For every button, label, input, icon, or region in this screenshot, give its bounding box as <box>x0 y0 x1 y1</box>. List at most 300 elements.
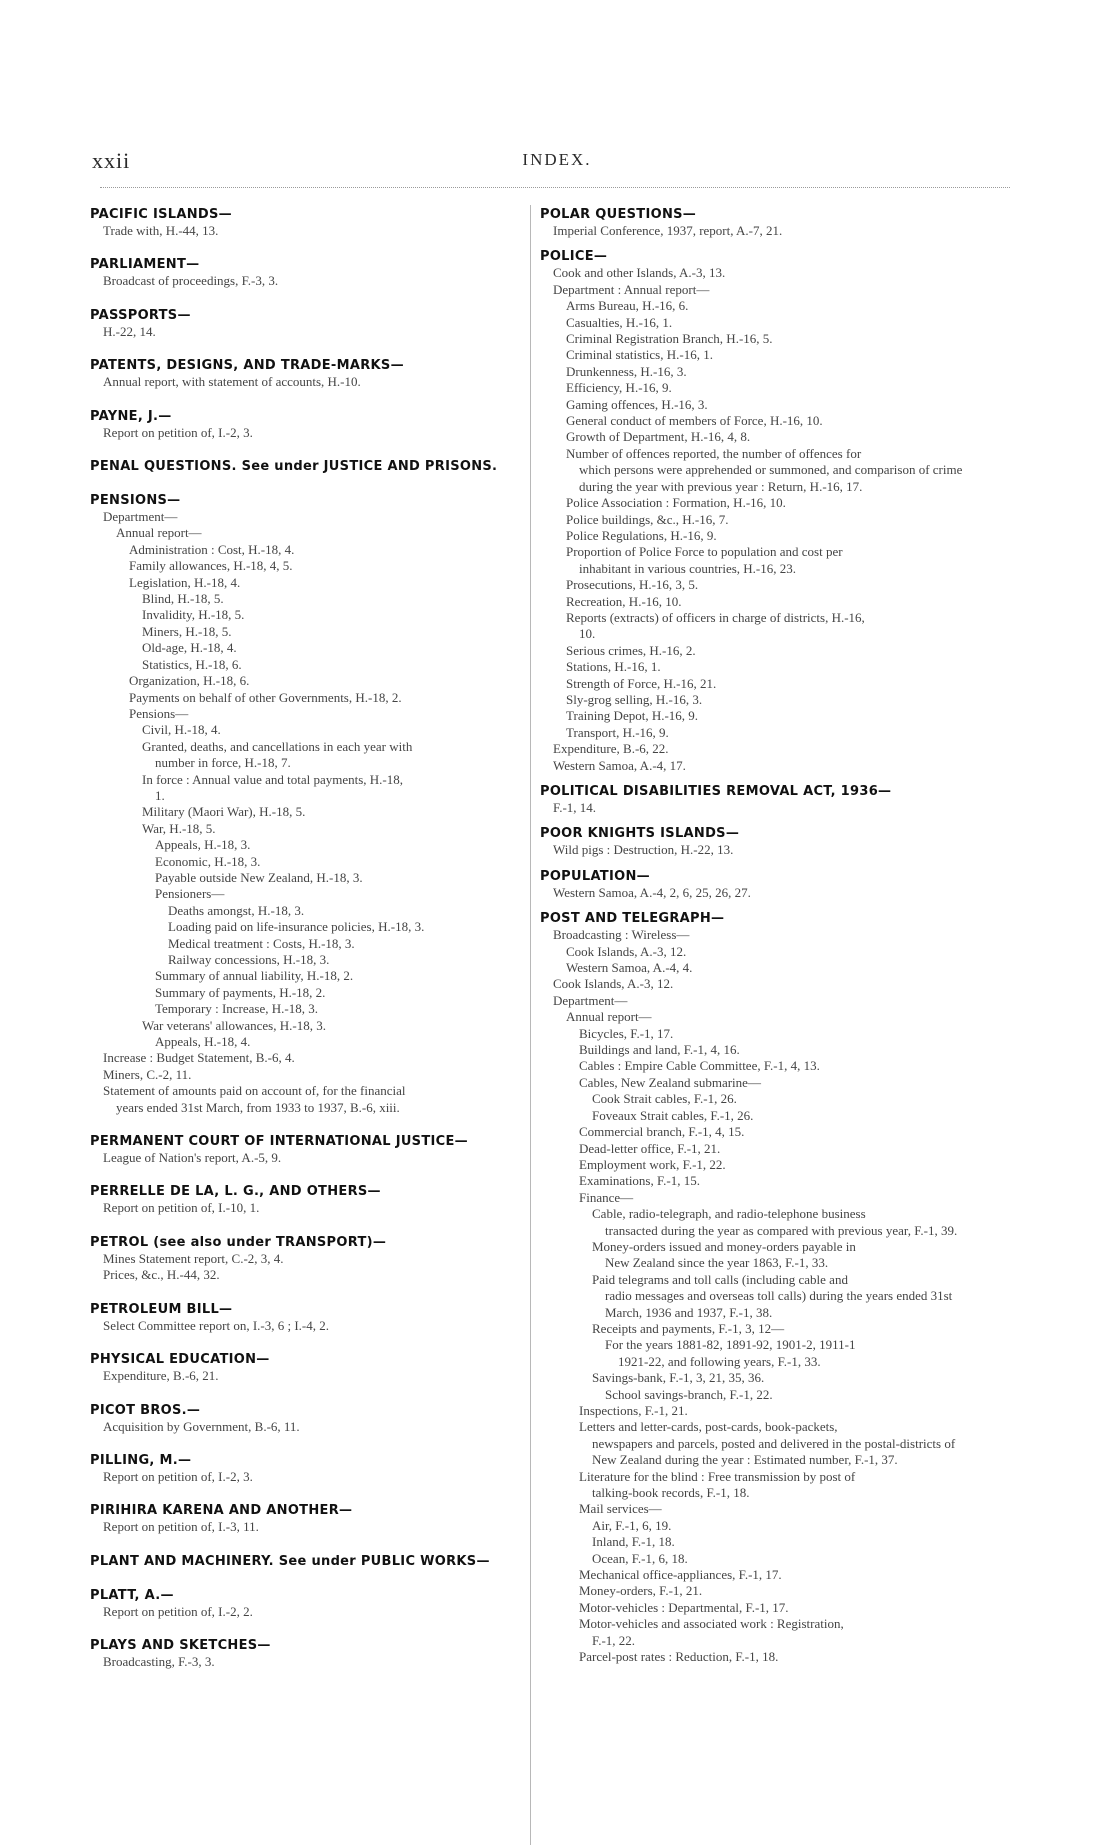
subentry-text: Parcel-post rates : Reduction, F.-1, 18. <box>579 1649 779 1665</box>
index-subentry <box>90 1050 520 1066</box>
index-subentry <box>540 298 970 314</box>
index-subentry <box>90 525 520 541</box>
subentry-text: Report on petition of, I.-10, 1. <box>103 1200 260 1216</box>
index-subentry <box>90 273 520 289</box>
index-subentry <box>540 708 970 724</box>
index-subentry <box>540 1403 970 1419</box>
index-subentry <box>540 1239 970 1272</box>
index-heading: PENSIONS— <box>90 493 181 509</box>
index-subentry <box>90 624 520 640</box>
subentry-text: Ocean, F.-1, 6, 18. <box>592 1550 688 1566</box>
subentry-text: Arms Bureau, H.-16, 6. <box>566 298 689 314</box>
subentry-text: Family allowances, H.-18, 4, 5. <box>129 558 293 574</box>
index-subentry <box>540 1108 970 1124</box>
subentry-text: In force : Annual value and total payments, H.-18, <box>142 771 404 787</box>
index-subentry <box>540 1026 970 1042</box>
subentry-text: Report on petition of, I.-3, 11. <box>103 1519 259 1535</box>
subentry-text: Cook Strait cables, F.-1, 26. <box>592 1091 737 1107</box>
subentry-text: Department— <box>553 992 628 1008</box>
subentry-text: Police buildings, &c., H.-16, 7. <box>566 511 729 527</box>
subentry-text: Acquisition by Government, B.-6, 11. <box>103 1418 300 1434</box>
subentry-text: Casualties, H.-16, 1. <box>566 314 673 330</box>
subentry-continuation: radio messages and overseas toll calls) during the years ended 31st March, 1936 and 1937, F.-1, 38. <box>605 1288 953 1320</box>
subentry-text: Railway concessions, H.-18, 3. <box>168 952 330 967</box>
subentry-text: Inspections, F.-1, 21. <box>579 1403 688 1418</box>
subentry-text: Savings-bank, F.-1, 3, 21, 35, 36. <box>592 1370 765 1386</box>
index-heading: PILLING, M.— <box>90 1452 192 1468</box>
index-subentry <box>90 223 520 239</box>
index-subentry <box>90 739 520 772</box>
subentry-text: Criminal statistics, H.-16, 1. <box>566 347 713 363</box>
index-subentry <box>90 706 520 722</box>
index-entry <box>540 248 970 774</box>
index-subentry <box>90 1018 520 1034</box>
subentry-text: Employment work, F.-1, 22. <box>579 1156 726 1172</box>
index-subentry <box>90 722 520 738</box>
subentry-continuation: F.-1, 22. <box>592 1632 636 1648</box>
subentry-continuation: inhabitant in various countries, H.-16, 23. <box>579 560 796 576</box>
index-entry <box>90 307 520 340</box>
index-entry <box>90 1301 520 1334</box>
index-subentry <box>540 495 970 511</box>
subentry-text: Old-age, H.-18, 4. <box>142 640 237 656</box>
index-subentry <box>90 1200 520 1216</box>
subentry-text: Administration : Cost, H.-18, 4. <box>129 541 295 557</box>
index-subentry <box>90 985 520 1001</box>
subentry-text: Reports (extracts) of officers in charge of districts, H.-16, <box>566 609 865 625</box>
subentry-text: Mines Statement report, C.-2, 3, 4. <box>103 1250 284 1266</box>
subentry-text: Increase : Budget Statement, B.-6, 4. <box>103 1050 295 1066</box>
index-subentry <box>540 741 970 757</box>
subentry-text: Cook and other Islands, A.-3, 13. <box>553 265 726 281</box>
index-subentry <box>540 1321 970 1337</box>
subentry-text: General conduct of members of Force, H.-16, 10. <box>566 413 823 429</box>
subentry-text: Stations, H.-16, 1. <box>566 659 661 675</box>
subentry-text: Growth of Department, H.-16, 4, 8. <box>566 429 751 445</box>
subentry-text: Cables : Empire Cable Committee, F.-1, 4, 13. <box>579 1058 820 1074</box>
index-subentry <box>540 1124 970 1140</box>
column-divider <box>530 205 531 1845</box>
subentry-text: Western Samoa, A.-4, 2, 6, 25, 26, 27. <box>553 884 751 900</box>
subentry-text: Military (Maori War), H.-18, 5. <box>142 804 306 820</box>
index-subentry <box>540 1551 970 1567</box>
index-subentry <box>540 512 970 528</box>
index-subentry <box>90 657 520 673</box>
subentry-text: Medical treatment : Costs, H.-18, 3. <box>168 935 355 951</box>
index-subentry <box>540 1173 970 1189</box>
index-entry <box>90 1587 520 1620</box>
subentry-text: Strength of Force, H.-16, 21. <box>566 675 717 691</box>
subentry-text: Miners, H.-18, 5. <box>142 623 232 639</box>
index-subentry <box>90 1034 520 1050</box>
subentry-text: Loading paid on life-insurance policies, H.-18, 3. <box>168 919 425 935</box>
subentry-continuation: New Zealand since the year 1863, F.-1, 33. <box>605 1255 829 1271</box>
index-subentry <box>540 594 970 610</box>
index-heading: PERRELLE DE LA, L. G., AND OTHERS— <box>90 1184 381 1200</box>
subentry-text: Summary of payments, H.-18, 2. <box>155 984 326 1000</box>
index-subentry <box>540 1091 970 1107</box>
index-subentry <box>90 1267 520 1283</box>
index-entry <box>540 825 970 858</box>
subentry-text: Training Depot, H.-16, 9. <box>566 708 699 724</box>
subentry-text: Money-orders, F.-1, 21. <box>579 1583 703 1599</box>
index-subentry <box>540 1600 970 1616</box>
index-subentry <box>90 837 520 853</box>
index-subentry <box>90 952 520 968</box>
subentry-text: Drunkenness, H.-16, 3. <box>566 363 687 379</box>
subentry-text: Expenditure, B.-6, 21. <box>103 1368 219 1384</box>
index-subentry <box>540 1649 970 1665</box>
index-subentry <box>90 919 520 935</box>
index-subentry <box>540 315 970 331</box>
index-subentry <box>540 1518 970 1534</box>
index-subentry <box>540 429 970 445</box>
index-entry <box>90 1637 520 1670</box>
subentry-text: Dead-letter office, F.-1, 21. <box>579 1140 721 1156</box>
index-subentry <box>90 1419 520 1435</box>
index-subentry <box>540 446 970 495</box>
index-entry <box>90 1351 520 1384</box>
index-subentry <box>540 282 970 298</box>
subentry-text: Western Samoa, A.-4, 4. <box>566 960 693 976</box>
index-column-right <box>540 206 970 1675</box>
subentry-text: Prices, &c., H.-44, 32. <box>103 1267 220 1283</box>
page-title: INDEX. <box>522 150 592 169</box>
index-subentry <box>540 397 970 413</box>
subentry-text: Mechanical office-appliances, F.-1, 17. <box>579 1567 782 1583</box>
index-entry <box>90 1402 520 1435</box>
subentry-text: Deaths amongst, H.-18, 3. <box>168 902 305 918</box>
index-subentry <box>90 591 520 607</box>
index-heading: POLITICAL DISABILITIES REMOVAL ACT, 1936— <box>540 784 892 799</box>
index-subentry <box>540 885 970 901</box>
index-subentry <box>540 1501 970 1517</box>
index-subentry <box>540 1387 970 1403</box>
index-entry <box>90 1553 520 1570</box>
subentry-text: Cable, radio-telegraph, and radio-telephone business <box>592 1206 866 1222</box>
subentry-text: Motor-vehicles : Departmental, F.-1, 17. <box>579 1599 789 1615</box>
index-subentry <box>540 1058 970 1074</box>
index-subentry <box>540 758 970 774</box>
index-heading: PHYSICAL EDUCATION— <box>90 1352 270 1368</box>
subentry-text: Expenditure, B.-6, 22. <box>553 741 669 757</box>
index-subentry <box>540 380 970 396</box>
index-entry <box>540 868 970 901</box>
subentry-text: Economic, H.-18, 3. <box>155 853 261 869</box>
index-entry <box>90 206 520 239</box>
subentry-text: Mail services— <box>579 1501 662 1517</box>
page-header <box>92 148 1022 178</box>
subentry-text: Literature for the blind : Free transmission by post of <box>579 1468 856 1484</box>
index-subentry <box>90 673 520 689</box>
subentry-text: Money-orders issued and money-orders payable in <box>592 1238 856 1254</box>
subentry-text: Report on petition of, I.-2, 2. <box>103 1603 253 1619</box>
subentry-text: Finance— <box>579 1189 634 1205</box>
index-subentry <box>90 968 520 984</box>
subentry-text: Blind, H.-18, 5. <box>142 591 224 607</box>
index-subentry <box>540 364 970 380</box>
index-subentry <box>90 1150 520 1166</box>
index-subentry <box>90 425 520 441</box>
index-subentry <box>540 265 970 281</box>
subentry-text: Legislation, H.-18, 4. <box>129 574 241 590</box>
index-subentry <box>90 936 520 952</box>
subentry-text: For the years 1881-82, 1891-92, 1901-2, 1911-1 <box>605 1337 856 1353</box>
index-entry <box>540 910 970 1665</box>
subentry-text: Sly-grog selling, H.-16, 3. <box>566 691 703 707</box>
subentry-text: Prosecutions, H.-16, 3, 5. <box>566 577 699 593</box>
index-subentry <box>540 331 970 347</box>
index-subentry <box>540 1419 970 1468</box>
index-subentry <box>90 870 520 886</box>
index-subentry <box>540 544 970 577</box>
subentry-text: Pensioners— <box>155 886 225 902</box>
subentry-text: Commercial branch, F.-1, 4, 15. <box>579 1124 745 1140</box>
index-subentry <box>540 528 970 544</box>
index-subentry <box>540 993 970 1009</box>
index-subentry <box>90 772 520 805</box>
subentry-text: Motor-vehicles and associated work : Registration, <box>579 1616 844 1632</box>
index-subentry <box>540 643 970 659</box>
index-subentry <box>90 821 520 837</box>
index-subentry <box>540 1157 970 1173</box>
subentry-text: Police Regulations, H.-16, 9. <box>566 527 717 543</box>
index-entry <box>90 256 520 289</box>
index-subentry <box>90 509 520 525</box>
index-subentry <box>540 1583 970 1599</box>
index-entry <box>90 1183 520 1216</box>
subentry-text: Air, F.-1, 6, 19. <box>592 1517 672 1533</box>
subentry-text: Inland, F.-1, 18. <box>592 1534 675 1550</box>
index-column-left <box>90 206 520 1688</box>
index-subentry <box>540 1042 970 1058</box>
subentry-text: Western Samoa, A.-4, 17. <box>553 757 686 773</box>
subentry-text: Cook Islands, A.-3, 12. <box>566 943 687 959</box>
subentry-text: Civil, H.-18, 4. <box>142 722 221 738</box>
index-subentry <box>540 659 970 675</box>
subentry-text: Department— <box>103 509 178 525</box>
index-subentry <box>540 1141 970 1157</box>
index-subentry <box>90 1083 520 1116</box>
index-entry <box>90 357 520 390</box>
subentry-text: Statement of amounts paid on account of, for the financial <box>103 1083 406 1099</box>
index-subentry <box>90 1654 520 1670</box>
index-subentry <box>90 1604 520 1620</box>
subentry-text: Annual report, with statement of accounts, H.-10. <box>103 374 361 390</box>
index-heading: PLATT, A.— <box>90 1587 174 1603</box>
subentry-continuation: talking-book records, F.-1, 18. <box>592 1485 750 1501</box>
index-heading: PARLIAMENT— <box>90 257 200 273</box>
index-entry <box>90 458 520 475</box>
index-subentry <box>540 413 970 429</box>
subentry-text: Receipts and payments, F.-1, 3, 12— <box>592 1320 785 1336</box>
index-entry <box>90 1133 520 1166</box>
index-subentry <box>90 1251 520 1267</box>
index-subentry <box>540 577 970 593</box>
index-subentry <box>90 640 520 656</box>
subentry-text: Report on petition of, I.-2, 3. <box>103 424 253 440</box>
subentry-text: Appeals, H.-18, 4. <box>155 1034 251 1050</box>
subentry-text: Police Association : Formation, H.-16, 10. <box>566 495 786 511</box>
subentry-text: Broadcast of proceedings, F.-3, 3. <box>103 273 279 289</box>
index-subentry <box>90 1318 520 1334</box>
index-entry <box>90 1452 520 1485</box>
subentry-continuation: 1. <box>155 787 165 803</box>
subentry-continuation: 1921-22, and following years, F.-1, 33. <box>618 1353 821 1369</box>
index-subentry <box>540 1190 970 1206</box>
subentry-text: Annual report— <box>566 1009 652 1025</box>
index-heading: PASSPORTS— <box>90 307 191 323</box>
index-subentry <box>90 690 520 706</box>
subentry-text: Miners, C.-2, 11. <box>103 1066 192 1082</box>
index-heading: PACIFIC ISLANDS— <box>90 207 232 222</box>
subentry-text: Number of offences reported, the number of offences for <box>566 445 862 461</box>
subentry-text: War veterans' allowances, H.-18, 3. <box>142 1017 326 1033</box>
subentry-text: Broadcasting : Wireless— <box>553 927 690 943</box>
index-heading: PETROL (see also under TRANSPORT)— <box>90 1234 387 1250</box>
subentry-text: War, H.-18, 5. <box>142 820 216 836</box>
index-heading: PERMANENT COURT OF INTERNATIONAL JUSTICE— <box>90 1134 468 1150</box>
index-subentry <box>90 607 520 623</box>
index-entry <box>90 492 520 1116</box>
subentry-text: Pensions— <box>129 705 189 721</box>
index-subentry <box>540 223 970 239</box>
index-heading: PAYNE, J.— <box>90 408 172 424</box>
index-heading: PLANT AND MACHINERY. See under PUBLIC WORKS— <box>90 1553 490 1569</box>
index-subentry <box>90 575 520 591</box>
subentry-text: Payments on behalf of other Governments, H.-18, 2. <box>129 689 402 705</box>
subentry-text: Payable outside New Zealand, H.-18, 3. <box>155 869 363 885</box>
index-subentry <box>90 1469 520 1485</box>
header-divider <box>100 187 1010 188</box>
index-subentry <box>540 1370 970 1386</box>
index-subentry <box>90 324 520 340</box>
subentry-text: Serious crimes, H.-16, 2. <box>566 642 696 658</box>
index-subentry <box>540 960 970 976</box>
page-number: xxii <box>92 148 131 173</box>
index-heading: POPULATION— <box>540 868 650 884</box>
subentry-text: Statistics, H.-18, 6. <box>142 656 242 672</box>
index-subentry <box>540 976 970 992</box>
subentry-text: F.-1, 14. <box>553 800 597 815</box>
subentry-text: Efficiency, H.-16, 9. <box>566 380 672 396</box>
index-entry <box>540 783 970 816</box>
index-entry <box>90 408 520 441</box>
subentry-text: Paid telegrams and toll calls (including cable and <box>592 1271 848 1287</box>
subentry-text: Criminal Registration Branch, H.-16, 5. <box>566 331 773 347</box>
index-heading: POLICE— <box>540 249 608 265</box>
index-subentry <box>90 804 520 820</box>
subentry-text: Organization, H.-18, 6. <box>129 673 250 689</box>
index-subentry <box>540 842 970 858</box>
index-subentry <box>540 927 970 943</box>
subentry-continuation: 10. <box>579 626 596 642</box>
index-entry <box>90 1234 520 1284</box>
subentry-text: Imperial Conference, 1937, report, A.-7, 21. <box>553 223 783 238</box>
subentry-text: School savings-branch, F.-1, 22. <box>605 1386 773 1402</box>
index-subentry <box>540 725 970 741</box>
subentry-text: Cables, New Zealand submarine— <box>579 1074 761 1090</box>
index-subentry <box>90 1067 520 1083</box>
subentry-text: Proportion of Police Force to population and cost per <box>566 544 843 560</box>
index-subentry <box>540 944 970 960</box>
subentry-text: Granted, deaths, and cancellations in each year with <box>142 738 413 754</box>
subentry-text: Cook Islands, A.-3, 12. <box>553 976 674 992</box>
index-subentry <box>90 1001 520 1017</box>
subentry-text: Trade with, H.-44, 13. <box>103 223 219 238</box>
subentry-continuation: number in force, H.-18, 7. <box>155 755 291 771</box>
subentry-text: Wild pigs : Destruction, H.-22, 13. <box>553 842 734 858</box>
index-heading: PETROLEUM BILL— <box>90 1301 233 1317</box>
index-subentry <box>540 1272 970 1321</box>
index-subentry <box>90 374 520 390</box>
index-entry <box>540 206 970 239</box>
subentry-continuation: years ended 31st March, from 1933 to 1937, B.-6, xiii. <box>116 1099 400 1115</box>
subentry-continuation: which persons were apprehended or summoned, and comparison of crime during the year with previous year : Return, H.-16, 17. <box>579 462 963 494</box>
index-entry <box>90 1502 520 1535</box>
subentry-text: Foveaux Strait cables, F.-1, 26. <box>592 1107 754 1123</box>
subentry-continuation: newspapers and parcels, posted and delivered in the postal-districts of New Zealand during the year : Estimated number, F.-1, 37. <box>592 1435 956 1468</box>
index-subentry <box>540 692 970 708</box>
index-subentry <box>90 886 520 902</box>
subentry-text: Annual report— <box>116 525 202 541</box>
subentry-text: Report on petition of, I.-2, 3. <box>103 1468 253 1484</box>
subentry-text: Letters and letter-cards, post-cards, book-packets, <box>579 1419 838 1435</box>
index-subentry <box>540 1567 970 1583</box>
subentry-text: Broadcasting, F.-3, 3. <box>103 1654 215 1670</box>
index-subentry <box>540 1206 970 1239</box>
subentry-text: Recreation, H.-16, 10. <box>566 593 682 609</box>
index-subentry <box>90 1519 520 1535</box>
subentry-text: Invalidity, H.-18, 5. <box>142 607 245 623</box>
subentry-text: Select Committee report on, I.-3, 6 ; I.-4, 2. <box>103 1317 330 1333</box>
index-subentry <box>540 1337 970 1370</box>
index-heading: PIRIHIRA KARENA AND ANOTHER— <box>90 1503 353 1519</box>
subentry-text: Buildings and land, F.-1, 4, 16. <box>579 1042 740 1058</box>
index-subentry <box>540 676 970 692</box>
index-subentry <box>540 1469 970 1502</box>
subentry-text: Gaming offences, H.-16, 3. <box>566 396 708 412</box>
subentry-text: Transport, H.-16, 9. <box>566 724 669 740</box>
subentry-text: League of Nation's report, A.-5, 9. <box>103 1150 282 1166</box>
index-subentry <box>540 1616 970 1649</box>
index-subentry <box>90 542 520 558</box>
index-heading: PENAL QUESTIONS. See under JUSTICE AND PRISONS. <box>90 459 498 475</box>
index-heading: PATENTS, DESIGNS, AND TRADE-MARKS— <box>90 358 404 374</box>
index-heading: PICOT BROS.— <box>90 1402 201 1418</box>
index-subentry <box>540 610 970 643</box>
index-heading: POOR KNIGHTS ISLANDS— <box>540 826 740 842</box>
subentry-continuation: transacted during the year as compared with previous year, F.-1, 39. <box>605 1222 958 1238</box>
index-subentry <box>90 558 520 574</box>
index-subentry <box>90 903 520 919</box>
subentry-text: Summary of annual liability, H.-18, 2. <box>155 968 354 984</box>
index-heading: POST AND TELEGRAPH— <box>540 911 725 927</box>
index-subentry <box>540 800 970 816</box>
index-heading: POLAR QUESTIONS— <box>540 207 697 222</box>
subentry-text: Appeals, H.-18, 3. <box>155 837 251 853</box>
subentry-text: H.-22, 14. <box>103 323 156 339</box>
subentry-text: Bicycles, F.-1, 17. <box>579 1025 674 1041</box>
subentry-text: Department : Annual report— <box>553 281 710 297</box>
subentry-text: Examinations, F.-1, 15. <box>579 1173 701 1189</box>
index-subentry <box>90 854 520 870</box>
index-subentry <box>540 347 970 363</box>
index-subentry <box>540 1075 970 1091</box>
index-subentry <box>90 1368 520 1384</box>
index-subentry <box>540 1009 970 1025</box>
subentry-text: Temporary : Increase, H.-18, 3. <box>155 1001 318 1017</box>
